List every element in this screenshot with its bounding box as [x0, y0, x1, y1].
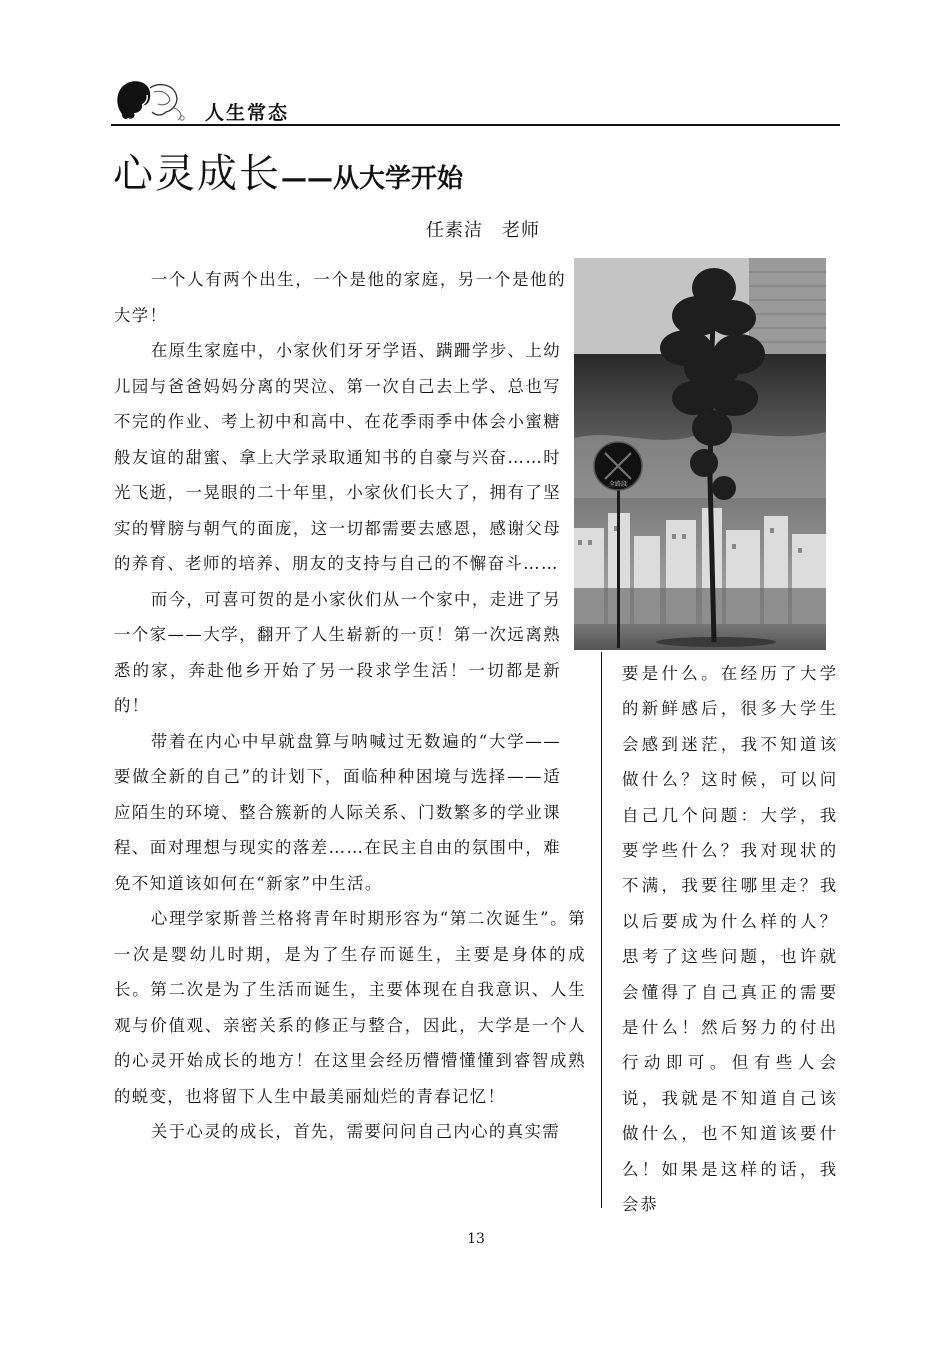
article-body-left: [114, 262, 586, 1150]
column-divider: [601, 652, 602, 1208]
section-title: 人生常态: [205, 102, 290, 124]
profile-silhouette-icon: [112, 78, 192, 122]
paragraph: 在原生家庭中，小家伙们牙牙学语、蹒跚学步、上幼儿园与爸爸妈妈分离的哭泣、第一次自己去上学、总也写不完的作业、考上初中和高中、在花季雨季中体会小蜜糖般友谊的甜蜜、拿上大学录取通知书的自豪与兴奋……时光飞逝，一晃眼的二十年里，小家伙们长大了，拥有了坚实的臂膀与朝气的面庞，这一切都需要去感恩，感谢父母的养育、老师的培养、朋友的支持与自己的不懈奋斗……: [114, 341, 561, 573]
paragraph: 带着在内心中早就盘算与呐喊过无数遍的“大学——要做全新的自己”的计划下，面临种种困境与选择——适应陌生的环境、整合簇新的人际关系、门数繁多的学业课程、面对理想与现实的落差……在民主自由的氛围中，难免不知道该如何在“新家”中生活。: [114, 731, 561, 893]
article-title: [113, 142, 463, 199]
paragraph: 关于心灵的成长，首先，需要问问自己内心的真实需: [150, 1122, 561, 1141]
page-number: 13: [467, 1231, 485, 1247]
header-rule: [111, 124, 840, 126]
article-photo: [574, 258, 826, 650]
paragraph: 一个人有两个出生，一个是他的家庭，另一个是他的大学！: [114, 270, 566, 325]
paragraph: 心理学家斯普兰格将青年时期形容为“第二次诞生”。第一次是婴幼儿时期，是为了生存而诞生，主要是身体的成长。第二次是为了生活而诞生，主要体现在自我意识、人生观与价值观、亲密关系的修正与整合，因此，大学是一个人的心灵开始成长的地方！在这里会经历懵懵懂懂到睿智成熟的蜕变，也将留下人生中最美丽灿烂的青春记忆！: [114, 909, 586, 1106]
article-title-rest: ——从大学开始: [281, 164, 464, 194]
sign-text: 全路段: [608, 481, 628, 488]
article-body-right: [622, 656, 838, 1223]
article-title-main: 心灵成长: [113, 151, 281, 197]
paragraph: 而今，可喜可贺的是小家伙们从一个家中，走进了另一个家——大学，翻开了人生崭新的一页！第一次远离熟悉的家，奔赴他乡开始了另一段求学生活！一切都是新的！: [114, 589, 561, 715]
paragraph: 要是什么。在经历了大学的新鲜感后，很多大学生会感到迷茫，我不知道该做什么？这时候，可以问自己几个问题：大学，我要学些什么？我对现状的不满，我要往哪里走？我以后要成为什么样的人？思考了这些问题，也许就会懂得了自己真正的需要是什么！然后努力的付出行动即可。但有些人会说，我就是不知道自己该做什么，也不知道该要什么！如果是这样的话，我会恭: [622, 664, 838, 1215]
author-byline: 任素洁 老师: [426, 220, 540, 241]
